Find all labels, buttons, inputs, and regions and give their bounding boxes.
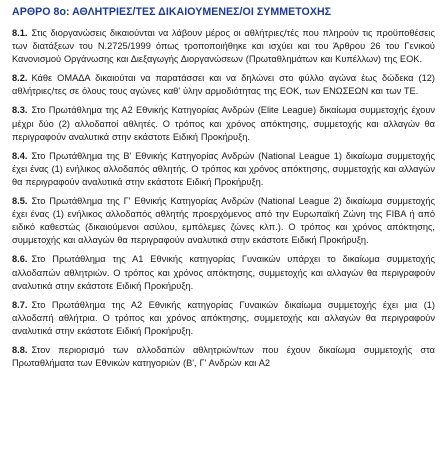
article-heading: ΑΡΘΡΟ 8ο: ΑΘΛΗΤΡΙΕΣ/ΤΕΣ ΔΙΚΑΙΟΥΜΕΝΕΣ/ΟΙ ΣΥΜΜΕΤΟΧΗΣ: [12, 6, 332, 18]
paragraph-number: 8.4.: [12, 150, 28, 161]
paragraph-8-4: [12, 150, 435, 189]
paragraph-8-1: [12, 27, 435, 66]
paragraph-text: Κάθε ΟΜΑΔΑ δικαιούται να παρατάσσει και να δηλώνει στο φύλλο αγώνα έως δώδεκα (12) αθλήτριες/τες σε όλους τους αγώνες καθ' ύλην αρμοδιότητας της ΕΟΚ, των ΕΝΩΣΕΩΝ και των ΤΕ.: [12, 73, 435, 97]
paragraph-8-2: [12, 72, 435, 98]
paragraph-text: Στο Πρωτάθλημα της Γ' Εθνικής Κατηγορίας Ανδρών (National League 2) δικαίωμα συμμετοχής έχει ένας (1) ενήλικος αλλοδαπός αθλητής προερχόμενος από την Ευρωπαϊκή Ζώνη της FIBA ή από ειδικό καθεστώς (δικαιούμενοι ασύλου, εμπόλεμες ζώνες κλπ.). Ο τρόπος και χρόνος απόκτησης, συμμετοχής και αλλαγών θα περιγραφούν αναλυτικά στην εκάστοτε Ειδική Προκήρυξη.: [12, 196, 435, 246]
paragraph-number: 8.5.: [12, 196, 28, 207]
paragraph-text: Στο Πρωτάθλημα της Α1 Εθνικής κατηγορίας Γυναικών υπάρχει το δικαίωμα συμμετοχής αλλοδαπών αθλητριών. Ο τρόπος και χρόνος απόκτησης, συμμετοχής και αλλαγών θα περιγραφούν αναλυτικά στην εκάστοτε Ειδική Προκήρυξη.: [12, 254, 435, 291]
paragraph-number: 8.2.: [12, 73, 28, 84]
paragraph-text: Στον περιορισμό των αλλοδαπών αθλητριών/των που έχουν δικαίωμα συμμετοχής στα Πρωταθλήματα των Εθνικών κατηγοριών (Β', Γ' Ανδρών και Α2: [12, 344, 435, 369]
paragraph-8-3: [12, 104, 435, 143]
paragraph-number: 8.3.: [12, 105, 28, 116]
paragraph-text: Στο Πρωτάθλημα της Α2 Εθνικής κατηγορίας Γυναικών δικαίωμα συμμετοχής έχει μια (1) αλλοδαπή αθλήτρια. Ο τρόπος και χρόνος απόκτησης, συμμετοχής και αλλαγών θα περιγραφούν αναλυτικά στην εκάστοτε Ειδική Προκήρυξη.: [12, 299, 435, 336]
paragraph-number: 8.6.: [12, 254, 28, 265]
paragraph-number: 8.1.: [12, 28, 28, 38]
paragraph-text: Στο Πρωτάθλημα της Α2 Εθνικής Κατηγορίας Ανδρών (Elite League) δικαίωμα συμμετοχής έχουν μέχρι δύο (2) αλλοδαποί αθλητές. Ο τρόπος και χρόνος απόκτησης, συμμετοχής και αλλαγών θα περιγραφούν αναλυτικά στην εκάστοτε Ειδική Προκήρυξη.: [12, 105, 435, 142]
paragraph-number: 8.8.: [12, 344, 28, 355]
paragraph-8-6: [12, 253, 435, 292]
paragraph-text: Στο Πρωτάθλημα της Β' Εθνικής Κατηγορίας Ανδρών (National League 1) δικαίωμα συμμετοχής έχει ένας (1) ενήλικος αλλοδαπός αθλητής. Ο τρόπος και χρόνος απόκτησης, συμμετοχής και αλλαγών θα περιγραφούν αναλυτικά στην εκάστοτε Ειδική Προκήρυξη.: [12, 150, 435, 187]
paragraph-number: 8.7.: [12, 299, 28, 310]
paragraph-text: Στις διοργανώσεις δικαιούνται να λάβουν μέρος οι αθλήτριες/τές που πληρούν τις προϋποθέσεις των διατάξεων του Ν.2725/1999 όπως τροποποιήθηκε και ισχύει και του Άρθρου 26 του Γενικού Κανονισμού Οργάνωσης και Διεξαγωγής Διοργανώσεων (Πρωταθλημάτων και Κυπέλλων) της ΕΟΚ.: [12, 28, 435, 65]
paragraph-8-7: [12, 299, 435, 338]
paragraph-8-5: [12, 195, 435, 247]
paragraph-8-8: [12, 344, 435, 370]
